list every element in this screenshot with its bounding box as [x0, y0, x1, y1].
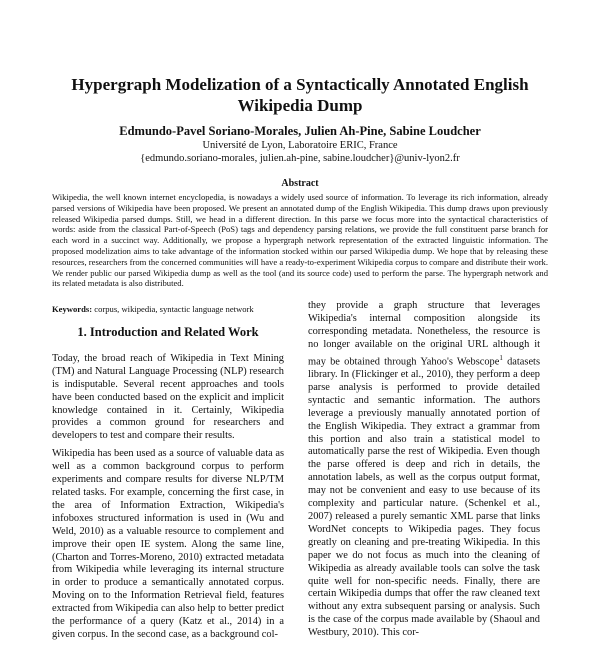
abstract-text: Wikipedia, the well known internet encyclopedia, is nowadays a widely used source of information. To leverage its rich information, already parsed versions of Wikipedia have been proposed. We present an annotated dump of the English Wikipedia. This dump draws upon previously released Wikipedia parsed dumps. Still, we head in a different direction. In this parse we focus more into the syntactical characteristics of words: aside from the classical Part-of-Speech (PoS) tags and dependency parsing relations, we provide the full constituent parse branch for each word in a succinct way. Additionally, we propose a hypergraph network representation of the extracted linguistic information. The proposed modelization aims to take advantage of the information stocked within our parsed Wikipedia dump. We hope that by releasing these resources, researchers from the concerned communities will have a ready-to-experiment Wikipedia corpus to compare and distribute their work. We render public our parsed Wikipedia dump as well as the tool (and its source code) used to perform the parse. The hypergraph network and its related metadata is also distributed. — [52, 192, 548, 289]
keywords-text: corpus, wikipedia, syntactic language network — [94, 304, 254, 314]
keywords-label: Keywords: — [52, 304, 93, 314]
paragraph: Wikipedia has been used as a source of valuable data as well as a common background corpus to perform experiments and compare results for diverse NLP/TM related tasks. For example, concerning the first case, in the area of Information Extraction, Wikipedia's infoboxes structured information is used in (Wu and Weld, 2010) as a valuable resource to complement and improve their open IE system. Along the same line, (Charton and Torres-Moreno, 2010) extracted metadata from Wikipedia while leveraging its internal structure in order to produce a semantically annotated corpus. Moving on to the Information Retrieval field, features extracted from Wikipedia can also help to better predict the performance of a query (Katz et al., 2014) in a given corpus. In the second case, as a background col- — [52, 448, 284, 640]
footnote-marker: 1 — [499, 353, 503, 362]
author-affiliation: Université de Lyon, Laboratoire ERIC, France — [202, 140, 398, 151]
paper-authors: Edmundo-Pavel Soriano-Morales, Julien Ah-Pine, Sabine Loudcher — [119, 124, 481, 138]
left-column — [52, 326, 284, 647]
paragraph: Today, the broad reach of Wikipedia in Text Mining (TM) and Natural Language Processing (NLP) research is indisputable. Several recent approaches and tools have been conducted based on the explicit and implicit knowledge contained in it. Certainly, Wikipedia provides a common ground for researchers and developers to test and compare their results. — [52, 352, 284, 442]
author-emails: {edmundo.soriano-morales, julien.ah-pine, sabine.loudcher}@univ-lyon2.fr — [140, 153, 460, 164]
paper-title: Hypergraph Modelization of a Syntactically Annotated English Wikipedia Dump — [71, 75, 529, 115]
paragraph — [308, 300, 540, 640]
right-column — [308, 300, 540, 645]
abstract-heading: Abstract — [281, 178, 319, 189]
section-heading: 1. Introduction and Related Work — [77, 325, 259, 339]
paragraph-text: they provide a graph structure that leverages Wikipedia's internal composition alongside its corresponding metadata. Nonetheless, the resource is no longer available on the original URL although it may be obtained through Yahoo's Webscope — [308, 300, 540, 368]
paragraph-text: datasets library. In (Flickinger et al., 2010), they perform a deep parse analysis is performed to provide detailed syntactic and semantic information. The authors leverage a previously manually annotated portion of the English Wikipedia. They extract a grammar from this portion and also train a statistical model to automatically parse the rest of Wikipedia. Even though the parse offered is deep and rich in details, the annotation labels, as well as the corpus output format, may not be convenient and easy to use because of its complexity and particular nature. (Schenkel et al., 2007) released a purely semantic XML parse that links WordNet concepts to Wikipedia pages. They focus greatly on cleaning and pre-treating Wikipedia. In this paper we do not focus as much into the cleaning of Wikipedia as already available tools can solve the task quite well for non-specific needs. Finally, there are certain Wikipedia dumps that offer the raw cleaned text without any extra subsequent parsing or analysis. Such is the case of the corpus made available by (Shaoul and Westbury, 2010). This cor- — [308, 356, 540, 639]
